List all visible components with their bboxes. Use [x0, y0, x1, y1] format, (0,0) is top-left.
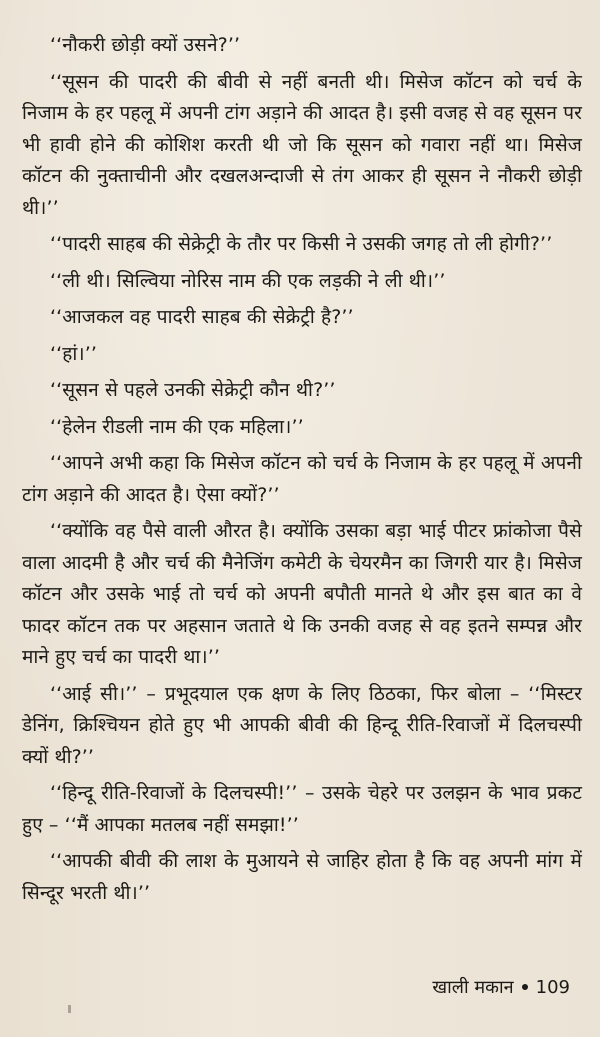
bullet-separator-icon — [522, 984, 528, 990]
print-mark — [68, 1005, 71, 1013]
paragraph: ‘‘आजकल वह पादरी साहब की सेक्रेट्री है?’’ — [50, 306, 354, 328]
paragraph: ‘‘हां।’’ — [50, 342, 97, 365]
paragraph: ‘‘ली थी। सिल्विया नोरिस नाम की एक लड़की ने ली थी।’’ — [50, 269, 446, 292]
paragraph: ‘‘आपकी बीवी की लाश के मुआयने से जाहिर होता है कि वह अपनी मांग में सिन्दूर भरती थी।’’ — [22, 850, 582, 904]
paragraph: ‘‘क्योंकि वह पैसे वाली औरत है। क्योंकि उसका बड़ा भाई पीटर फ्रांकोजा पैसे वाला आदमी है और चर्च की मैनेजिंग कमेटी के चेयरमैन का जिगरी यार है। मिसेज कॉटन और उसके भाई तो चर्च को अपनी बपौती मानते थे और इस बात का वे फादर कॉटन तक पर अहसान जताते थे कि उनकी वजह से वह इतने सम्पन्न और माने हुए चर्च का पादरी था।’’ — [22, 520, 582, 668]
paragraph: ‘‘हेलेन रीडली नाम की एक महिला।’’ — [50, 415, 304, 438]
paragraph: ‘‘आई सी।’’ – प्रभूदयाल एक क्षण के लिए ठिठका, फिर बोला – ‘‘मिस्टर डेनिंग, क्रिश्चियन होते हुए भी आपकी बीवी की हिन्दू रीति-रिवाजों में दिलचस्पी क्यों थी?’’ — [22, 682, 582, 768]
paragraph: ‘‘नौकरी छोड़ी क्यों उसने?’’ — [50, 34, 241, 56]
page-body-text — [22, 30, 582, 914]
page-footer — [432, 975, 570, 999]
page-number: 109 — [535, 976, 570, 998]
paragraph: ‘‘आपने अभी कहा कि मिसेज कॉटन को चर्च के निजाम के हर पहलू में अपनी टांग अड़ाने की आदत है। ऐसा क्यों?’’ — [22, 452, 582, 506]
paragraph: ‘‘सूसन की पादरी की बीवी से नहीं बनती थी। मिसेज कॉटन को चर्च के निजाम के हर पहलू में अपनी टांग अड़ाने की आदत है। इसी वजह से वह सूसन पर भी हावी होने की कोशिश करती थी जो कि सूसन को गवारा नहीं था। मिसेज कॉटन की नुक्ताचीनी और दखलअन्दाजी से तंग आकर ही सूसन ने नौकरी छोड़ी थी।’’ — [22, 70, 582, 219]
running-title: खाली मकान — [432, 977, 514, 998]
paragraph: ‘‘सूसन से पहले उनकी सेक्रेट्री कौन थी?’’ — [50, 379, 336, 401]
paragraph: ‘‘हिन्दू रीति-रिवाजों के दिलचस्पी!’’ – उसके चेहरे पर उलझन के भाव प्रकट हुए – ‘‘मैं आपका मतलब नहीं समझा!’’ — [22, 782, 582, 836]
paragraph: ‘‘पादरी साहब की सेक्रेट्री के तौर पर किसी ने उसकी जगह तो ली होगी?’’ — [50, 233, 553, 255]
